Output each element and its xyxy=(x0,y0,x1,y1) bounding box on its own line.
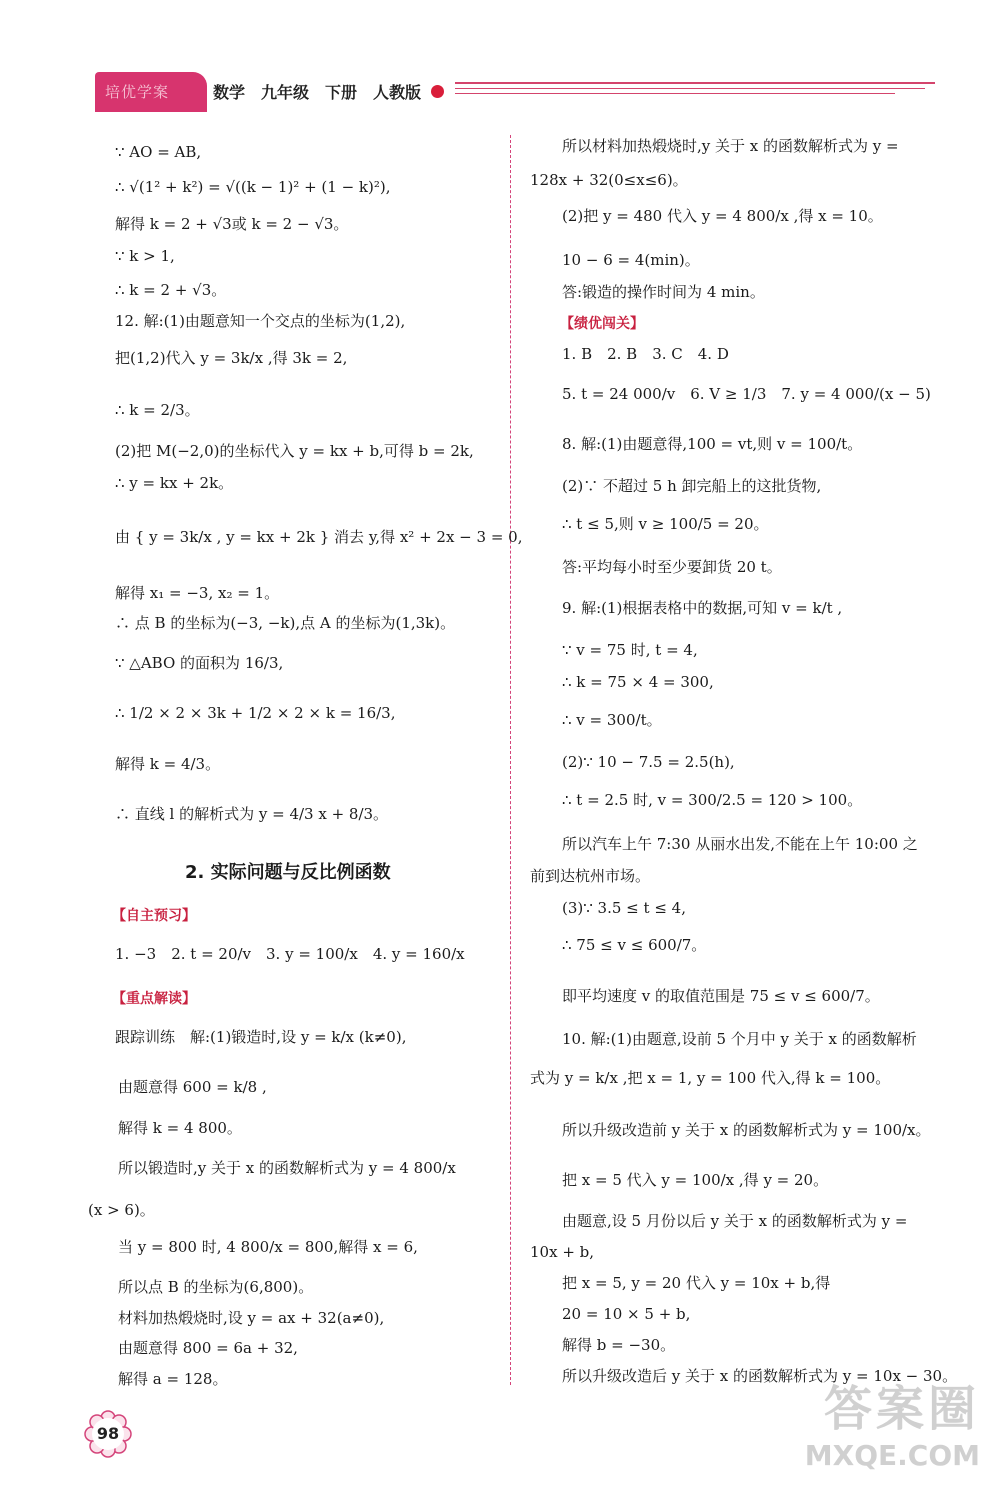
text-line: (2)∵ 不超过 5 h 卸完船上的这批货物, xyxy=(562,477,822,495)
text-line: ∴ t = 2.5 时, v = 300/2.5 = 120 > 100。 xyxy=(562,791,863,809)
text-line: 9. 解:(1)根据表格中的数据,可知 v = k/t , xyxy=(562,599,843,617)
text-line: ∵ AO = AB, xyxy=(115,143,202,161)
text-line: 所以升级改造后 y 关于 x 的函数解析式为 y = 10x − 30。 xyxy=(562,1367,958,1385)
text-line: 10x + b, xyxy=(530,1243,595,1261)
section-label: 【重点解读】 xyxy=(112,991,196,1007)
text-line: ∵ △ABO 的面积为 16/3, xyxy=(115,654,284,672)
watermark xyxy=(805,1370,980,1472)
text-line: (3)∵ 3.5 ≤ t ≤ 4, xyxy=(562,899,686,917)
text-line: (x > 6)。 xyxy=(88,1201,155,1219)
text-line: 所以点 B 的坐标为(6,800)。 xyxy=(118,1278,314,1296)
text-line: 所以汽车上午 7:30 从丽水出发,不能在上午 10:00 之 xyxy=(562,835,918,853)
header-rule xyxy=(455,82,935,84)
section-label: 【绩优闯关】 xyxy=(560,316,644,332)
text-line: 跟踪训练 解:(1)锻造时,设 y = k/x (k≠0), xyxy=(115,1028,407,1046)
text-line: (2)把 M(−2,0)的坐标代入 y = kx + b,可得 b = 2k, xyxy=(115,442,474,460)
header-subject: 数学 九年级 下册 人教版 xyxy=(213,83,422,102)
text-line: 即平均速度 v 的取值范围是 75 ≤ v ≤ 600/7。 xyxy=(562,987,880,1005)
text-line: 20 = 10 × 5 + b, xyxy=(562,1305,691,1323)
text-line: ∴ v = 300/t。 xyxy=(562,711,662,729)
text-line: 10 − 6 = 4(min)。 xyxy=(562,251,700,269)
text-line: ∴ k = 2 + √3。 xyxy=(115,281,227,299)
text-line: 前到达杭州市场。 xyxy=(530,867,651,885)
header-dot xyxy=(431,85,444,98)
text-line: 答:锻造的操作时间为 4 min。 xyxy=(562,283,765,301)
text-line: 由题意得 800 = 6a + 32, xyxy=(118,1339,298,1357)
text-line: (2)∵ 10 − 7.5 = 2.5(h), xyxy=(562,753,735,771)
text-line: ∵ v = 75 时, t = 4, xyxy=(562,641,698,659)
text-line: ∴ 点 B 的坐标为(−3, −k),点 A 的坐标为(1,3k)。 xyxy=(115,614,456,632)
text-line: ∴ y = kx + 2k。 xyxy=(115,474,234,492)
text-line: 1. B 2. B 3. C 4. D xyxy=(562,345,729,363)
text-line: 解得 a = 128。 xyxy=(118,1370,228,1388)
text-line: 1. −3 2. t = 20/v 3. y = 100/x 4. y = 160/x xyxy=(115,945,465,963)
column-divider xyxy=(510,135,511,1385)
text-line: ∵ k > 1, xyxy=(115,247,175,265)
text-line: 式为 y = k/x ,把 x = 1, y = 100 代入,得 k = 100。 xyxy=(530,1069,891,1087)
text-line: 所以材料加热煅烧时,y 关于 x 的函数解析式为 y = xyxy=(562,137,899,155)
text-line: ∴ √(1² + k²) = √((k − 1)² + (1 − k)²), xyxy=(115,178,391,196)
text-line: 当 y = 800 时, 4 800/x = 800,解得 x = 6, xyxy=(118,1238,418,1256)
watermark-url: MXQE.COM xyxy=(804,1439,980,1472)
text-line: ∴ k = 75 × 4 = 300, xyxy=(562,673,714,691)
text-line: ∴ k = 2/3。 xyxy=(115,401,200,419)
header-rule xyxy=(455,93,895,94)
text-line: ∴ t ≤ 5,则 v ≥ 100/5 = 20。 xyxy=(562,515,769,533)
page-header xyxy=(95,72,945,114)
text-line: 材料加热煅烧时,设 y = ax + 32(a≠0), xyxy=(118,1309,385,1327)
text-line: ∴ 直线 l 的解析式为 y = 4/3 x + 8/3。 xyxy=(115,805,389,823)
text-line: 答:平均每小时至少要卸货 20 t。 xyxy=(562,558,782,576)
series-tag xyxy=(95,72,207,112)
text-line: ∴ 75 ≤ v ≤ 600/7。 xyxy=(562,936,707,954)
text-line: 8. 解:(1)由题意得,100 = vt,则 v = 100/t。 xyxy=(562,435,863,453)
text-line: 12. 解:(1)由题意知一个交点的坐标为(1,2), xyxy=(115,312,406,330)
text-line: 解得 k = 4 800。 xyxy=(118,1119,242,1137)
text-line: 解得 b = −30。 xyxy=(562,1336,676,1354)
text-line: 所以锻造时,y 关于 x 的函数解析式为 y = 4 800/x xyxy=(118,1159,456,1177)
text-line: 解得 x₁ = −3, x₂ = 1。 xyxy=(115,584,280,602)
text-line: 由题意,设 5 月份以后 y 关于 x 的函数解析式为 y = xyxy=(562,1212,908,1230)
text-line: 128x + 32(0≤x≤6)。 xyxy=(530,171,688,189)
text-line: 把(1,2)代入 y = 3k/x ,得 3k = 2, xyxy=(115,349,348,367)
section-label: 【自主预习】 xyxy=(112,908,196,924)
page-number: 98 xyxy=(96,1424,120,1443)
text-line: 把 x = 5 代入 y = 100/x ,得 y = 20。 xyxy=(562,1171,829,1189)
text-line: 所以升级改造前 y 关于 x 的函数解析式为 y = 100/x。 xyxy=(562,1121,931,1139)
text-line: (2)把 y = 480 代入 y = 4 800/x ,得 x = 10。 xyxy=(562,207,883,225)
text-line: 由题意得 600 = k/8 , xyxy=(118,1078,267,1096)
series-tag-text: 培优学案 xyxy=(105,83,170,101)
text-line: 10. 解:(1)由题意,设前 5 个月中 y 关于 x 的函数解析 xyxy=(562,1030,917,1048)
page-number-badge xyxy=(84,1410,132,1458)
text-line: ∴ 1/2 × 2 × 3k + 1/2 × 2 × k = 16/3, xyxy=(115,704,396,722)
text-line: 解得 k = 2 + √3或 k = 2 − √3。 xyxy=(115,215,349,233)
section-title: 2. 实际问题与反比例函数 xyxy=(185,862,391,883)
text-line: 5. t = 24 000/v 6. V ≥ 1/3 7. y = 4 000/(x − 5) xyxy=(562,385,931,403)
text-line: 由 { y = 3k/x , y = kx + 2k } 消去 y,得 x² + 2x − 3 = 0, xyxy=(115,528,523,546)
header-rule xyxy=(455,88,925,89)
text-line: 解得 k = 4/3。 xyxy=(115,755,221,773)
text-line: 把 x = 5, y = 20 代入 y = 10x + b,得 xyxy=(562,1274,831,1292)
watermark-title: 答案圈 xyxy=(823,1381,980,1437)
